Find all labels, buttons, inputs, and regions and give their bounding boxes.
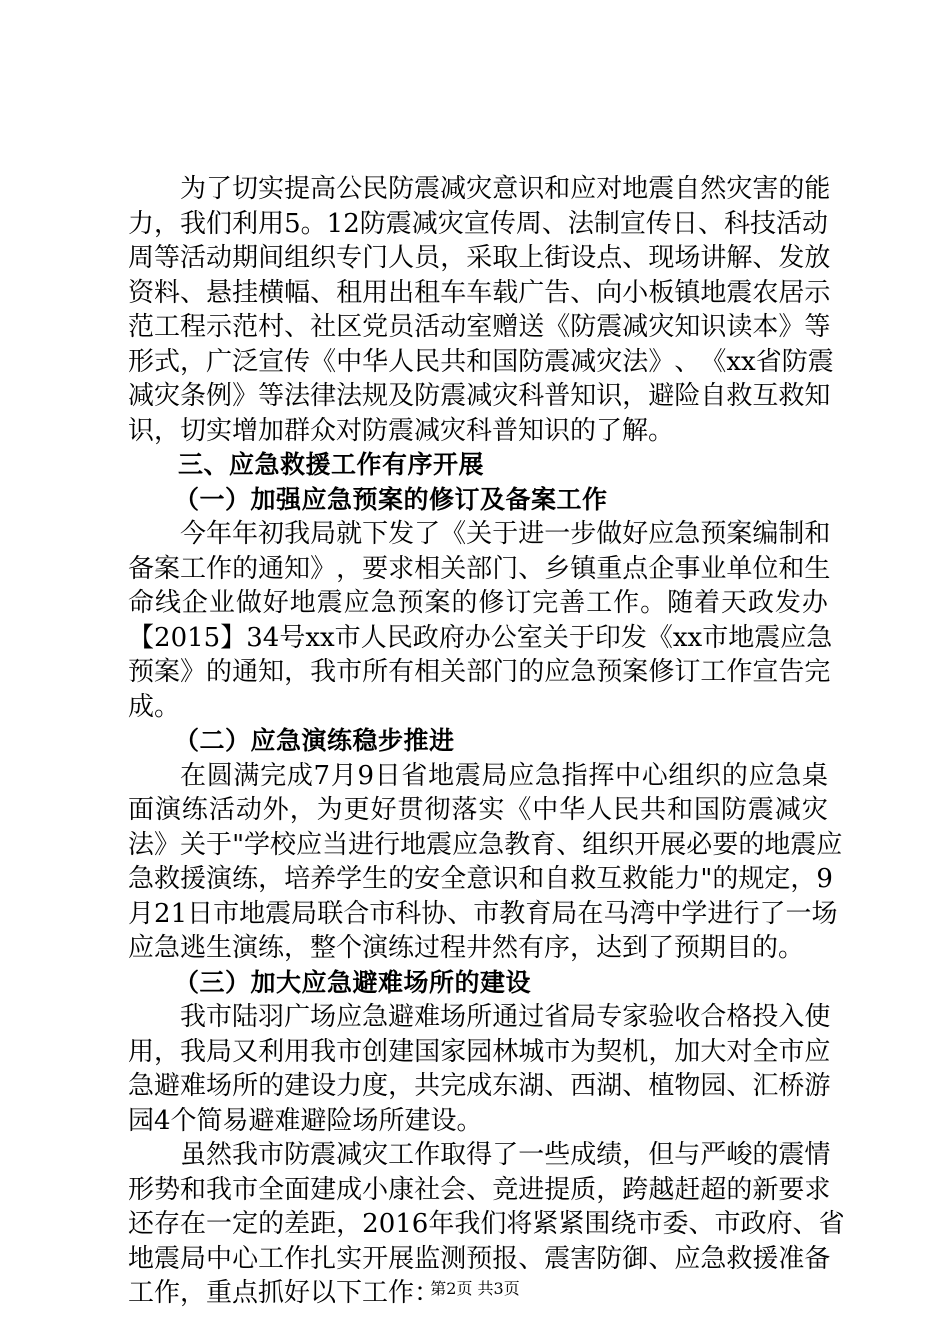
text-line: 形 式 ， 广 泛 宣 传 《 中 华 人 民 共 和 国 防 震 减 灾 法 》 、 《 x x 省 防 震	[128, 346, 834, 377]
text-line: 还 存 在 一 定 的 差 距 ， 2 0 1 6 年 我 们 将 紧 紧 围 绕 市 委 、 市 政 府 、 省	[128, 1209, 845, 1239]
text-line: 月 2 1 日 市 地 震 局 联 合 市 科 协 、 市 教 育 局 在 马 湾 中 学 进 行 了 一 场	[128, 898, 838, 929]
text-line: 为 了 切 实 提 高 公 民 防 震 减 灾 意 识 和 应 对 地 震 自 然 灾 害 的 能	[180, 174, 831, 204]
text-line: 识，切实增加群众对防震减灾科普知识的了解。	[128, 415, 675, 446]
section-heading: 三、应急救援工作有序开展	[178, 450, 485, 479]
text-line: 形 势 和 我 市 全 面 建 成 小 康 社 会 、 竞 进 提 质 ， 跨 越 赶 超 的 新 要 求	[128, 1174, 831, 1205]
text-line: 应急逃生演练，整个演练过程井然有序，达到了预期目的。	[128, 933, 805, 963]
text-line: 周 等 活 动 期 间 组 织 专 门 人 员 ， 采 取 上 街 设 点 、 现 场 讲 解 、 发 放	[128, 243, 831, 273]
text-line: 资 料 、 悬 挂 横 幅 、 租 用 出 租 车 车 载 广 告 、 向 小 板 镇 地 震 农 居 示	[128, 277, 831, 308]
page-footer: 第2页 共3页	[430, 1279, 520, 1298]
text-line: 急 救 援 演 练 ， 培 养 学 生 的 安 全 意 识 和 自 救 互 救 能 力 " 的 规 定 ， 9	[128, 864, 833, 894]
text-line: 力 ， 我 们 利 用 5 。 1 2 防 震 减 灾 宣 传 周 、 法 制 宣 传 日 、 科 技 活 动	[128, 208, 829, 239]
subsection-heading: （一）加强应急预案的修订及备案工作	[174, 484, 608, 514]
body-paragraph	[128, 759, 843, 966]
subsection-heading: （二）应急演练稳步推进	[174, 726, 455, 755]
text-line: 预 案 》 的 通 知 ， 我 市 所 有 相 关 部 门 的 应 急 预 案 修 订 工 作 宣 告 完	[128, 657, 831, 687]
text-line: 成。	[128, 691, 181, 722]
text-line: 【 2 0 1 5 】 3 4 号 x x 市 人 民 政 府 办 公 室 关 于 印 发 《 x x 市 地 震 应 急	[128, 622, 833, 653]
text-line: 急 避 难 场 所 的 建 设 力 度 ， 共 完 成 东 湖 、 西 湖 、 植 物 园 、 汇 桥 游	[128, 1071, 831, 1101]
document-body	[128, 172, 845, 1311]
body-paragraph	[128, 517, 833, 724]
text-line: 命 线 企 业 做 好 地 震 应 急 预 案 的 修 订 完 善 工 作 。 随 着 天 政 发 办	[128, 588, 828, 618]
text-line: 范 工 程 示 范 村 、 社 区 党 员 活 动 室 赠 送 《 防 震 减 灾 知 识 读 本 》 等	[128, 312, 831, 342]
text-line: 今 年 年 初 我 局 就 下 发 了 《 关 于 进 一 步 做 好 应 急 预 案 编 制 和	[180, 519, 831, 549]
text-line: 我 市 陆 羽 广 场 应 急 避 难 场 所 通 过 省 局 专 家 验 收 合 格 投 入 使	[180, 1002, 831, 1032]
text-line: 用 ， 我 局 又 利 用 我 市 创 建 国 家 园 林 城 市 为 契 机 ， 加 大 对 全 市 应	[128, 1036, 831, 1067]
text-line: 地 震 局 中 心 工 作 扎 实 开 展 监 测 预 报 、 震 害 防 御 、 应 急 救 援 准 备	[128, 1243, 831, 1274]
subsection-heading: （三）加大应急避难场所的建设	[174, 967, 532, 997]
text-line: 法 》 关 于 " 学 校 应 当 进 行 地 震 应 急 教 育 、 组 织 开 展 必 要 的 地 震 应	[128, 829, 843, 860]
text-line: 虽 然 我 市 防 震 减 灾 工 作 取 得 了 一 些 成 绩 ， 但 与 严 峻 的 震 情	[180, 1140, 831, 1170]
body-paragraph	[128, 1000, 831, 1138]
text-line: 减 灾 条 例 》 等 法 律 法 规 及 防 震 减 灾 科 普 知 识 ， 避 险 自 救 互 救 知	[128, 381, 831, 411]
text-line: 面 演 练 活 动 外 ， 为 更 好 贯 彻 落 实 《 中 华 人 民 共 和 国 防 震 减 灾	[128, 795, 828, 825]
text-line: 园4个简易避难避险场所建设。	[128, 1105, 483, 1136]
text-line: 备 案 工 作 的 通 知 》 ， 要 求 相 关 部 门 、 乡 镇 重 点 企 事 业 单 位 和 生	[128, 553, 831, 584]
text-line: 工作，重点抓好以下工作：	[128, 1278, 441, 1308]
body-paragraph	[128, 172, 834, 448]
text-line: 在 圆 满 完 成 7 月 9 日 省 地 震 局 应 急 指 挥 中 心 组 织 的 应 急 桌	[180, 760, 828, 791]
